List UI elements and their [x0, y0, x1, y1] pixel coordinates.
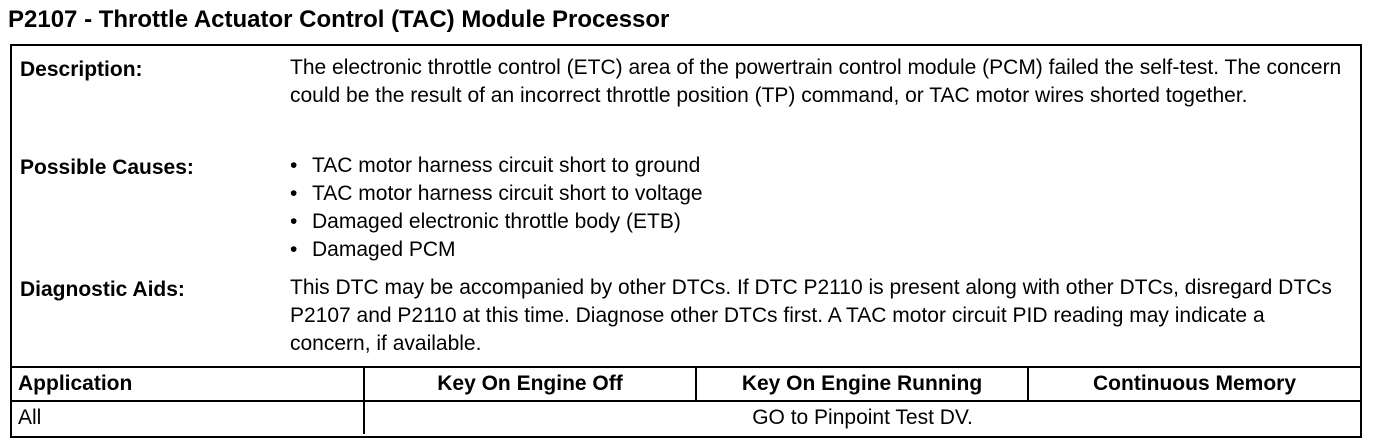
- list-item: [290, 208, 1350, 236]
- table-row: [12, 401, 1360, 434]
- possible-causes-content: [290, 152, 1350, 264]
- description-paragraph: The electronic throttle control (ETC) area of the powertrain control module (PCM) failed the self-test. The concern could be the result of an incorrect throttle position (TP) command, or TAC motor wires shorted together.: [290, 56, 1342, 107]
- bullet-icon: •: [290, 238, 298, 261]
- cell-action: GO to Pinpoint Test DV.: [364, 401, 1360, 434]
- bullet-icon: •: [290, 182, 298, 205]
- possible-causes-label: Possible Causes:: [20, 156, 194, 179]
- diagnostic-aids-paragraph: This DTC may be accompanied by other DTCs. If DTC P2110 is present along with other DTCs, disregard DTCs P2107 and P2110 at this time. Diagnose other DTCs first. A TAC motor circuit PID reading may indicate a concern, if available.: [290, 276, 1332, 355]
- application-table: [12, 366, 1360, 434]
- table-header-row: [12, 367, 1360, 401]
- cause-text: Damaged electronic throttle body (ETB): [312, 210, 681, 233]
- cause-text: Damaged PCM: [312, 238, 456, 261]
- causes-list: [290, 152, 1350, 264]
- dtc-info-box: [10, 44, 1362, 438]
- header-key-on-engine-off: Key On Engine Off: [364, 367, 696, 401]
- header-key-on-engine-running: Key On Engine Running: [696, 367, 1028, 401]
- page-title: P2107 - Throttle Actuator Control (TAC) Module Processor: [8, 6, 670, 33]
- list-item: [290, 180, 1350, 208]
- bullet-icon: •: [290, 210, 298, 233]
- header-continuous-memory: Continuous Memory: [1028, 367, 1360, 401]
- cause-text: TAC motor harness circuit short to ground: [312, 154, 701, 177]
- header-application: Application: [12, 367, 364, 401]
- description-text: [290, 54, 1350, 110]
- description-label: Description:: [20, 58, 143, 81]
- diagnostic-aids-text: [290, 274, 1350, 358]
- diagnostic-aids-label: Diagnostic Aids:: [20, 278, 185, 301]
- list-item: [290, 152, 1350, 180]
- list-item: [290, 236, 1350, 264]
- cell-application: All: [12, 401, 364, 434]
- bullet-icon: •: [290, 154, 298, 177]
- cause-text: TAC motor harness circuit short to voltage: [312, 182, 703, 205]
